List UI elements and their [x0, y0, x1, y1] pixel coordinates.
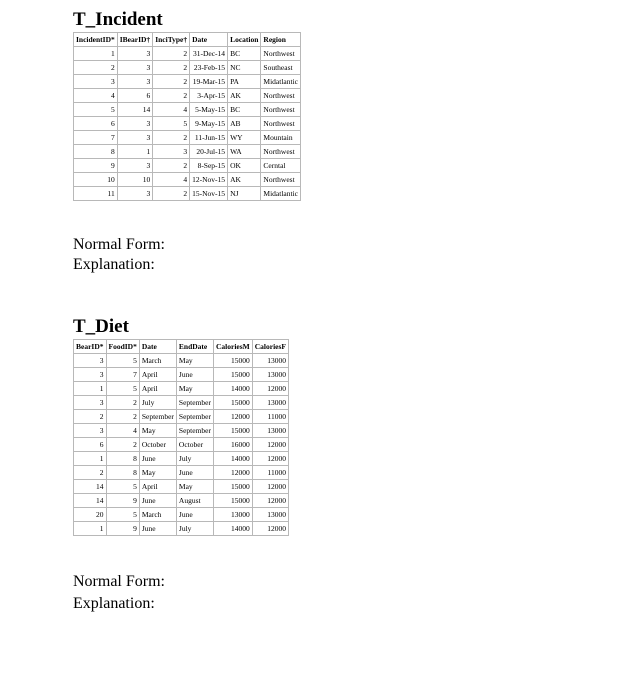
table-cell: 9 — [106, 494, 139, 508]
table-cell: 13000 — [252, 396, 288, 410]
table-cell: September — [176, 410, 213, 424]
table-cell: 3 — [74, 354, 107, 368]
table-cell: 11000 — [252, 466, 288, 480]
table-cell: 12000 — [252, 438, 288, 452]
table-cell: NJ — [228, 187, 261, 201]
table-cell: June — [139, 452, 176, 466]
table-cell: AB — [228, 117, 261, 131]
incident-column-header: InciType† — [153, 33, 190, 47]
table-cell: 14 — [74, 494, 107, 508]
table-cell: June — [176, 368, 213, 382]
table-cell: 8-Sep-15 — [190, 159, 228, 173]
table-row — [74, 47, 301, 61]
table-cell: 3 — [117, 61, 152, 75]
table-row — [74, 131, 301, 145]
table-cell: 5 — [106, 480, 139, 494]
table-cell: 12000 — [252, 522, 288, 536]
incident-explanation-label: Explanation: — [73, 256, 155, 273]
table-cell: September — [176, 424, 213, 438]
table-cell: 2 — [74, 410, 107, 424]
table-cell: 11000 — [252, 410, 288, 424]
table-cell: August — [176, 494, 213, 508]
table-cell: 8 — [106, 452, 139, 466]
table-cell: May — [176, 382, 213, 396]
table-cell: July — [176, 452, 213, 466]
table-cell: 14000 — [214, 382, 253, 396]
table-cell: 13000 — [252, 354, 288, 368]
diet-header-row — [74, 340, 289, 354]
table-cell: Northwest — [261, 47, 301, 61]
table-row — [74, 382, 289, 396]
table-cell: Northwest — [261, 103, 301, 117]
table-cell: Midatlantic — [261, 75, 301, 89]
incident-header-row — [74, 33, 301, 47]
table-cell: 12000 — [252, 480, 288, 494]
diet-column-header: CaloriesM — [214, 340, 253, 354]
table-cell: 4 — [74, 89, 118, 103]
diet-column-header: CaloriesF — [252, 340, 288, 354]
table-cell: 2 — [153, 47, 190, 61]
table-cell: 3 — [74, 396, 107, 410]
table-cell: 3 — [153, 145, 190, 159]
table-cell: 1 — [117, 145, 152, 159]
table-row — [74, 424, 289, 438]
table-cell: May — [139, 424, 176, 438]
table-cell: 5-May-15 — [190, 103, 228, 117]
table-cell: 19-Mar-15 — [190, 75, 228, 89]
table-cell: 14 — [117, 103, 152, 117]
table-cell: 2 — [153, 159, 190, 173]
table-cell: Cerntal — [261, 159, 301, 173]
table-cell: 3 — [117, 159, 152, 173]
table-cell: WY — [228, 131, 261, 145]
table-cell: 2 — [153, 75, 190, 89]
table-cell: September — [139, 410, 176, 424]
table-cell: 31-Dec-14 — [190, 47, 228, 61]
table-cell: 2 — [153, 187, 190, 201]
table-cell: 2 — [106, 396, 139, 410]
table-cell: July — [139, 396, 176, 410]
table-cell: 4 — [106, 424, 139, 438]
table-cell: 13000 — [252, 508, 288, 522]
table-cell: 15000 — [214, 396, 253, 410]
table-cell: 3 — [117, 47, 152, 61]
diet-normal-form-label: Normal Form: — [73, 573, 165, 590]
table-cell: 3 — [74, 368, 107, 382]
table-cell: 4 — [153, 103, 190, 117]
table-cell: WA — [228, 145, 261, 159]
table-cell: Northwest — [261, 117, 301, 131]
table-cell: March — [139, 508, 176, 522]
incident-column-header: IncidentID* — [74, 33, 118, 47]
table-cell: 11 — [74, 187, 118, 201]
table-cell: 12000 — [252, 382, 288, 396]
table-row — [74, 159, 301, 173]
table-cell: 7 — [106, 368, 139, 382]
table-cell: 9 — [106, 522, 139, 536]
table-cell: 15000 — [214, 354, 253, 368]
table-cell: 8 — [74, 145, 118, 159]
table-cell: 12000 — [252, 494, 288, 508]
table-cell: 15000 — [214, 424, 253, 438]
table-cell: 16000 — [214, 438, 253, 452]
table-cell: PA — [228, 75, 261, 89]
table-row — [74, 396, 289, 410]
table-cell: September — [176, 396, 213, 410]
table-cell: 3 — [74, 424, 107, 438]
table-cell: 11-Jun-15 — [190, 131, 228, 145]
table-cell: 3 — [117, 117, 152, 131]
incident-table-title: T_Incident — [73, 9, 163, 30]
table-row — [74, 61, 301, 75]
table-cell: 5 — [106, 354, 139, 368]
table-cell: 4 — [153, 173, 190, 187]
table-cell: 3 — [117, 131, 152, 145]
table-cell: June — [139, 522, 176, 536]
diet-column-header: Date — [139, 340, 176, 354]
incident-column-header: Location — [228, 33, 261, 47]
table-row — [74, 75, 301, 89]
table-cell: NC — [228, 61, 261, 75]
table-cell: 8 — [106, 466, 139, 480]
table-cell: 3-Apr-15 — [190, 89, 228, 103]
table-cell: June — [176, 508, 213, 522]
table-cell: 1 — [74, 47, 118, 61]
table-cell: 2 — [153, 131, 190, 145]
table-cell: 14000 — [214, 452, 253, 466]
incident-column-header: Date — [190, 33, 228, 47]
incident-normal-form-label: Normal Form: — [73, 236, 165, 253]
table-cell: 1 — [74, 382, 107, 396]
table-row — [74, 410, 289, 424]
table-cell: March — [139, 354, 176, 368]
incident-column-header: Region — [261, 33, 301, 47]
table-cell: 6 — [117, 89, 152, 103]
table-cell: April — [139, 382, 176, 396]
table-cell: 2 — [106, 410, 139, 424]
table-cell: April — [139, 480, 176, 494]
table-cell: 5 — [74, 103, 118, 117]
table-row — [74, 466, 289, 480]
table-cell: 3 — [117, 75, 152, 89]
table-cell: 23-Feb-15 — [190, 61, 228, 75]
table-cell: April — [139, 368, 176, 382]
table-cell: 15-Nov-15 — [190, 187, 228, 201]
table-cell: 12000 — [214, 410, 253, 424]
table-cell: 2 — [153, 61, 190, 75]
table-cell: 14 — [74, 480, 107, 494]
table-row — [74, 368, 289, 382]
table-cell: 12000 — [252, 452, 288, 466]
table-cell: 1 — [74, 522, 107, 536]
table-cell: 20 — [74, 508, 107, 522]
diet-column-header: BearID* — [74, 340, 107, 354]
table-cell: Northwest — [261, 89, 301, 103]
table-cell: October — [139, 438, 176, 452]
table-row — [74, 508, 289, 522]
table-cell: BC — [228, 47, 261, 61]
table-cell: 13000 — [214, 508, 253, 522]
table-cell: 2 — [106, 438, 139, 452]
table-row — [74, 89, 301, 103]
table-cell: 10 — [117, 173, 152, 187]
diet-column-header: FoodID* — [106, 340, 139, 354]
table-cell: May — [176, 480, 213, 494]
table-cell: 3 — [117, 187, 152, 201]
table-row — [74, 494, 289, 508]
table-cell: June — [139, 494, 176, 508]
table-cell: 15000 — [214, 368, 253, 382]
table-cell: AK — [228, 89, 261, 103]
table-cell: October — [176, 438, 213, 452]
table-cell: 6 — [74, 438, 107, 452]
table-cell: July — [176, 522, 213, 536]
table-cell: AK — [228, 173, 261, 187]
table-cell: May — [176, 354, 213, 368]
table-cell: 12-Nov-15 — [190, 173, 228, 187]
table-cell: Northwest — [261, 145, 301, 159]
table-row — [74, 522, 289, 536]
table-row — [74, 438, 289, 452]
table-cell: 9 — [74, 159, 118, 173]
table-cell: 10 — [74, 173, 118, 187]
table-cell: 6 — [74, 117, 118, 131]
table-row — [74, 354, 289, 368]
table-cell: Mountain — [261, 131, 301, 145]
table-cell: 12000 — [214, 466, 253, 480]
table-cell: Midatlantic — [261, 187, 301, 201]
table-cell: 2 — [74, 466, 107, 480]
table-row — [74, 452, 289, 466]
table-row — [74, 103, 301, 117]
table-cell: 3 — [74, 75, 118, 89]
table-row — [74, 117, 301, 131]
table-cell: Southeast — [261, 61, 301, 75]
table-cell: 14000 — [214, 522, 253, 536]
table-cell: 7 — [74, 131, 118, 145]
table-cell: 5 — [106, 508, 139, 522]
table-cell: 13000 — [252, 424, 288, 438]
table-cell: 15000 — [214, 494, 253, 508]
table-cell: OK — [228, 159, 261, 173]
incident-table — [73, 32, 301, 201]
diet-column-header: EndDate — [176, 340, 213, 354]
table-cell: June — [176, 466, 213, 480]
table-cell: 13000 — [252, 368, 288, 382]
diet-table-title: T_Diet — [73, 316, 129, 337]
table-cell: 15000 — [214, 480, 253, 494]
incident-column-header: IBearID† — [117, 33, 152, 47]
table-cell: 9-May-15 — [190, 117, 228, 131]
table-row — [74, 187, 301, 201]
table-cell: 20-Jul-15 — [190, 145, 228, 159]
table-cell: 2 — [153, 89, 190, 103]
table-cell: 1 — [74, 452, 107, 466]
table-cell: 5 — [106, 382, 139, 396]
table-cell: 5 — [153, 117, 190, 131]
table-cell: May — [139, 466, 176, 480]
diet-explanation-label: Explanation: — [73, 595, 155, 612]
table-row — [74, 145, 301, 159]
table-row — [74, 480, 289, 494]
table-cell: 2 — [74, 61, 118, 75]
table-cell: Northwest — [261, 173, 301, 187]
diet-table — [73, 339, 289, 536]
table-cell: BC — [228, 103, 261, 117]
table-row — [74, 173, 301, 187]
